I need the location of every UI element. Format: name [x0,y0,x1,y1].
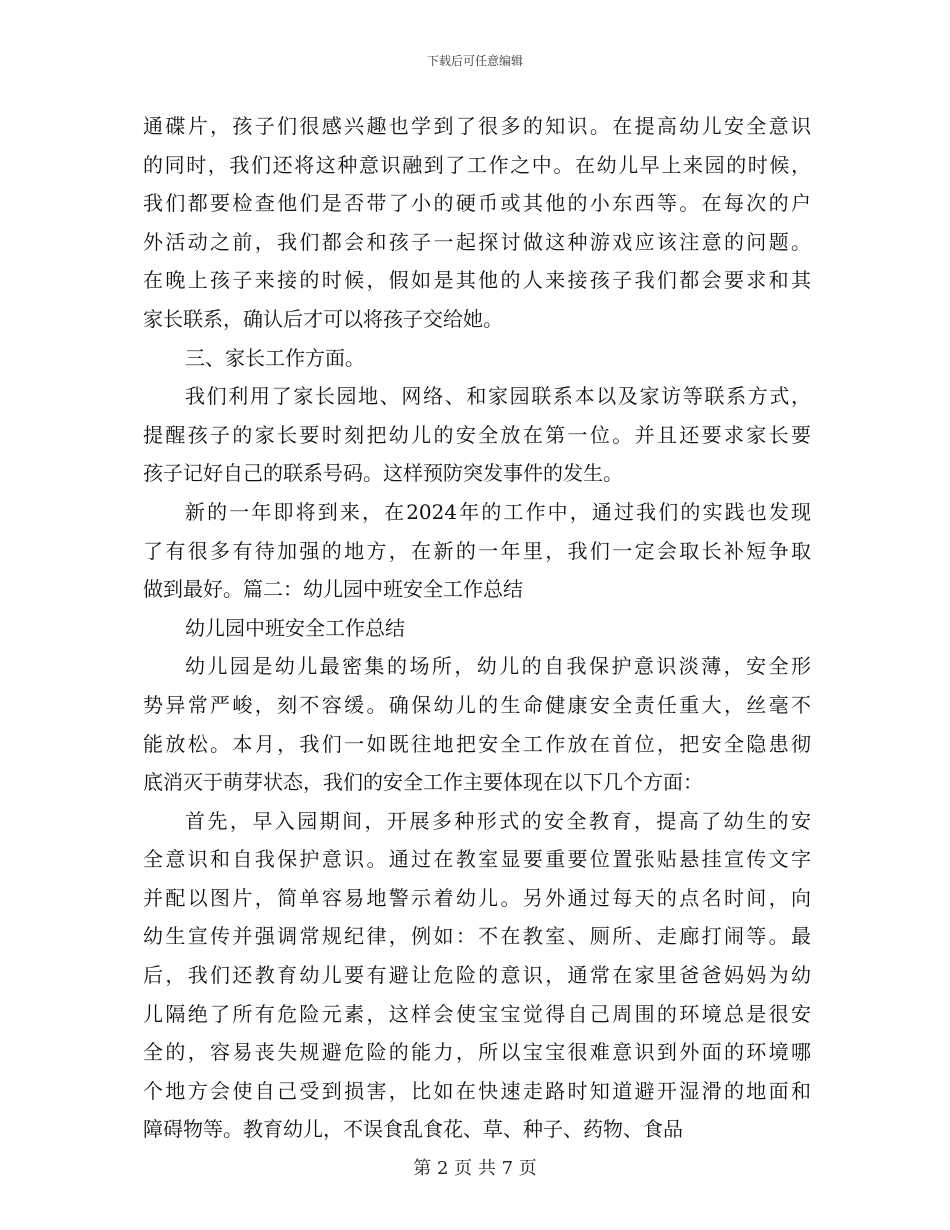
text-line: 儿隔绝了所有危险元素，这样会使宝宝觉得自己周围的环境总是很安 [143,1001,811,1026]
text-line: 新的一年即将到来，在2024年的工作中，通过我们的实践也发现 [185,499,811,524]
text-line: 底消灭于萌芽状态，我们的安全工作主要体现在以下几个方面： [143,770,703,795]
text-line: 提醒孩子的家长要时刻把幼儿的安全放在第一位。并且还要求家长要 [143,422,811,447]
text-line: 孩子记好自己的联系号码。这样预防突发事件的发生。 [143,461,623,486]
page-header: 下载后可任意编辑 [426,54,523,68]
text-line: 首先，早入园期间，开展多种形式的安全教育，提高了幼生的安 [185,808,811,833]
text-line: 了有很多有待加强的地方，在新的一年里，我们一定会取长补短争取 [143,538,811,563]
text-line: 我们都要检查他们是否带了小的硬币或其他的小东西等。在每次的户 [143,191,811,216]
text-line: 幼生宣传并强调常规纪律，例如：不在教室、厕所、走廊打闹等。最 [143,924,811,949]
text-line: 家长联系，确认后才可以将孩子交给她。 [143,306,503,331]
section-title: 幼儿园中班安全工作总结 [185,615,405,640]
text-line: 的同时，我们还将这种意识融到了工作之中。在幼儿早上来园的时候， [143,152,811,177]
text-line: 障碍物等。教育幼儿，不误食乱食花、草、种子、药物、食品 [143,1117,683,1142]
text-line: 做到最好。篇二：幼儿园中班安全工作总结 [143,577,523,602]
text-line: 幼儿园是幼儿最密集的场所，幼儿的自我保护意识淡薄，安全形 [185,654,811,679]
text-line: 全的，容易丧失规避危险的能力，所以宝宝很难意识到外面的环境哪 [143,1040,811,1065]
section-heading: 三、家长工作方面。 [185,345,365,370]
text-line: 并配以图片，简单容易地警示着幼儿。另外通过每天的点名时间，向 [143,885,811,910]
text-line: 我们利用了家长园地、网络、和家园联系本以及家访等联系方式， [185,384,811,409]
text-line: 个地方会使自己受到损害，比如在快速走路时知道避开湿滑的地面和 [143,1078,811,1103]
text-line: 通碟片，孩子们很感兴趣也学到了很多的知识。在提高幼儿安全意识 [143,114,811,138]
text-line: 全意识和自我保护意识。通过在教室显要重要位置张贴悬挂宣传文字 [143,847,811,872]
text-line: 后，我们还教育幼儿要有避让危险的意识，通常在家里爸爸妈妈为幼 [143,963,811,988]
text-line: 势异常严峻，刻不容缓。确保幼儿的生命健康安全责任重大，丝毫不 [143,692,811,717]
text-line: 在晚上孩子来接的时候，假如是其他的人来接孩子我们都会要求和其 [143,268,811,293]
document-body [143,107,811,1149]
page-number: 第 2 页 共 7 页 [413,1158,537,1179]
text-line: 外活动之前，我们都会和孩子一起探讨做这种游戏应该注意的问题。 [143,229,811,254]
text-line: 能放松。本月，我们一如既往地把安全工作放在首位，把安全隐患彻 [143,731,811,756]
